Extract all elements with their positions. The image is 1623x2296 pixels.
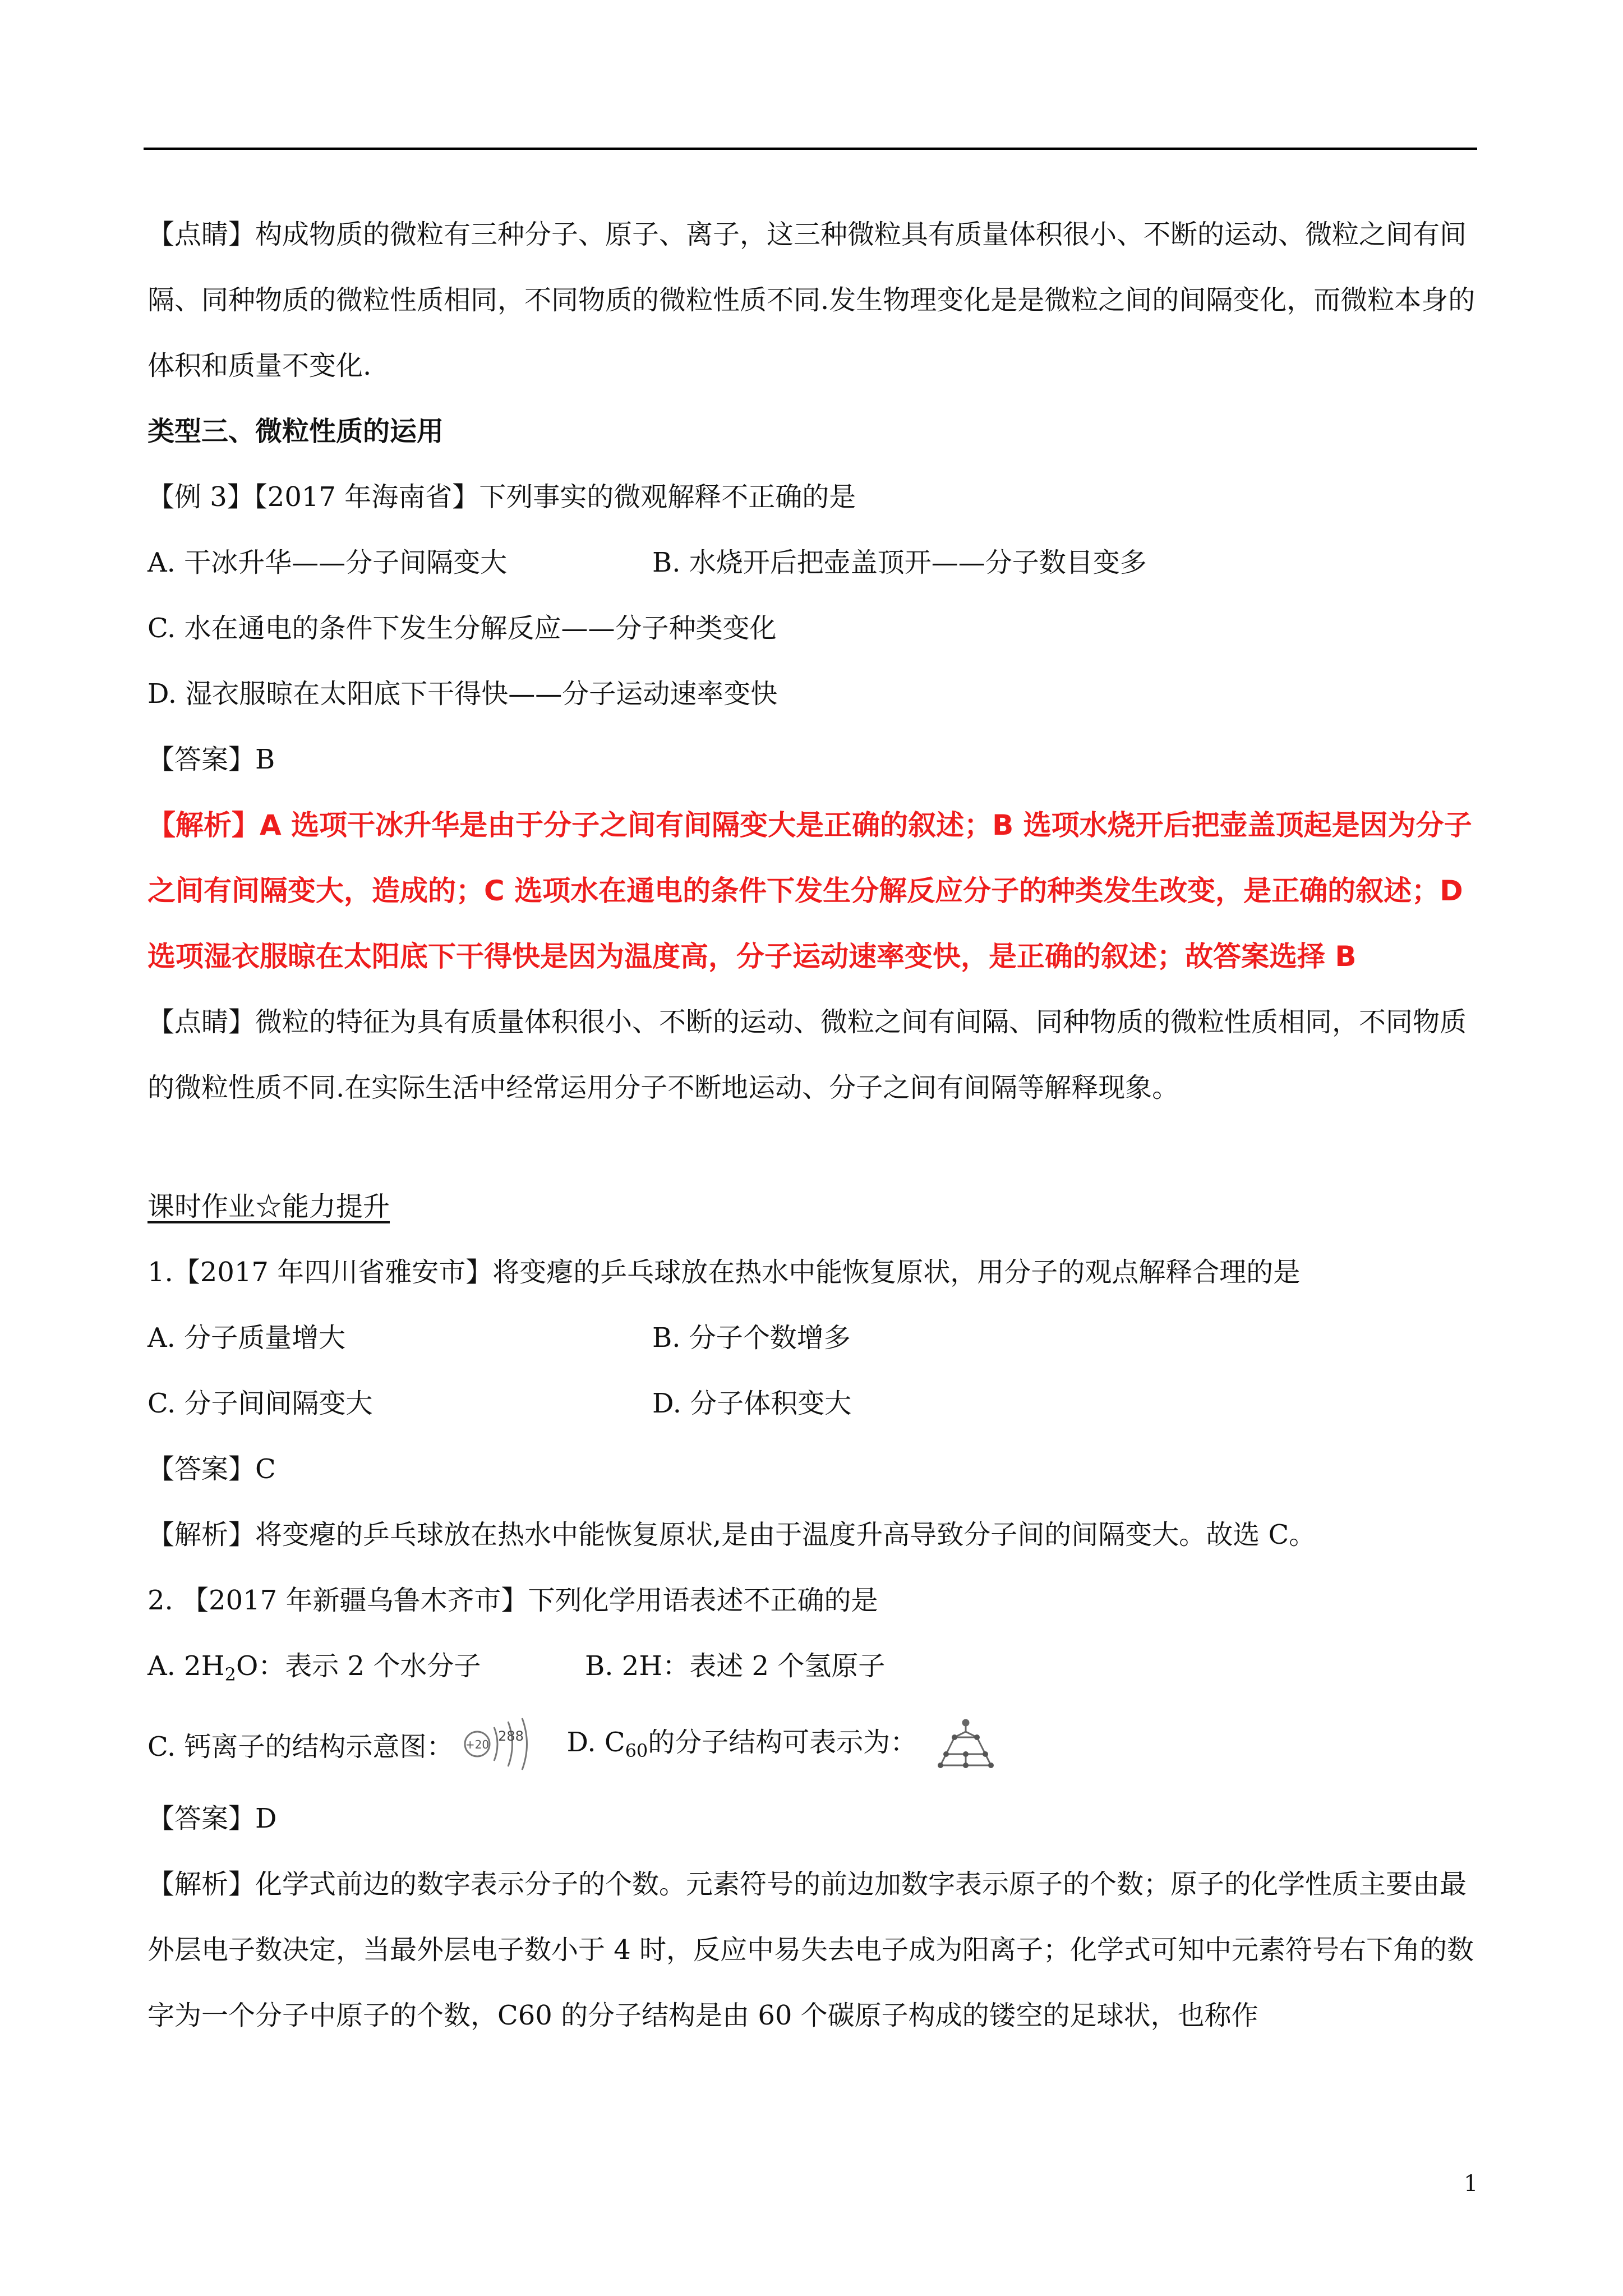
c60-structure-figure	[924, 1715, 1008, 1779]
q1-options-ab	[147, 1305, 1479, 1371]
electron-shells-label: 288	[497, 1728, 524, 1744]
q2-option-a: A. $2H_2O$：表示 2 个水分子	[147, 1650, 481, 1685]
q2-options-ab	[147, 1634, 1479, 1708]
q2-option-b: B. 2H：表述 2 个氢原子	[585, 1650, 886, 1682]
q1-option-d: D. 分子体积变大	[652, 1388, 852, 1419]
c60-molecule-icon	[924, 1715, 1008, 1777]
q2-options-cd	[147, 1708, 1479, 1786]
q2-option-c: C. 钙离子的结构示意图：	[147, 1731, 454, 1763]
homework-title: 课时作业☆能力提升	[147, 1191, 390, 1222]
example3-dianjing: 【点睛】微粒的特征为具有质量体积很小、不断的运动、微粒之间有间隔、同种物质的微粒性质相同，不同物质的微粒性质不同.在实际生活中经常运用分子不断地运动、分子之间有间隔等解释现象。	[147, 1006, 1467, 1103]
header-rule	[144, 148, 1477, 150]
calcium-ion-structure-figure	[460, 1715, 545, 1779]
example3-option-a: A. 干冰升华——分子间隔变大	[147, 547, 508, 578]
q1-stem: 1.【2017 年四川省雅安市】将变瘪的乒乓球放在热水中能恢复原状，用分子的观点解释合理的是	[147, 1257, 1301, 1288]
example3-option-c: C. 水在通电的条件下发生分解反应——分子种类变化	[147, 613, 777, 644]
document-body	[147, 202, 1479, 2049]
q2-stem: 2. 【2017 年新疆乌鲁木齐市】下列化学用语表述不正确的是	[147, 1585, 878, 1616]
example3-analysis: 【解析】A 选项干冰升华是由于分子之间有间隔变大是正确的叙述；B 选项水烧开后把壶盖顶起是因为分子之间有间隔变大，造成的；C 选项水在通电的条件下发生分解反应分子的种类发生改变，是正确的叙述；D 选项湿衣服晾在太阳底下干得快是因为温度高，分子运动速率变快，是正确的叙述；故答案选择 B	[147, 809, 1472, 973]
dianjing-paragraph-1: 【点睛】构成物质的微粒有三种分子、原子、离子，这三种微粒具有质量体积很小、不断的运动、微粒之间有间隔、同种物质的微粒性质相同，不同物质的微粒性质不同.发生物理变化是是微粒之间的间隔变化，而微粒本身的体积和质量不变化.	[147, 219, 1476, 381]
nucleus-charge-label: +20	[465, 1738, 489, 1751]
q2-analysis: 【解析】化学式前边的数字表示分子的个数。元素符号的前边加数字表示原子的个数；原子的化学性质主要由最外层电子数决定，当最外层电子数小于 4 时，反应中易失去电子成为阳离子；化学式可知中元素符号右下角的数字为一个分子中原子的个数，C60 的分子结构是由 60 个碳原子构成的镂空的足球状，也称作	[147, 1869, 1474, 2031]
calcium-ion-diagram	[460, 1715, 545, 1777]
q1-option-b: B. 分子个数增多	[652, 1322, 851, 1354]
section-title-type3: 类型三、微粒性质的运用	[147, 416, 444, 447]
example3-option-b: B. 水烧开后把壶盖顶开——分子数目变多	[652, 547, 1147, 578]
example3-stem: 【例 3】【2017 年海南省】下列事实的微观解释不正确的是	[147, 481, 856, 513]
q1-option-a: A. 分子质量增大	[147, 1322, 346, 1354]
q1-answer: 【答案】C	[147, 1453, 276, 1485]
example3-answer: 【答案】B	[147, 744, 275, 775]
example3-options-ab	[147, 530, 1479, 596]
q1-analysis: 【解析】将变瘪的乒乓球放在热水中能恢复原状,是由于温度升高导致分子间的间隔变大。故选 C。	[147, 1519, 1316, 1550]
example3-option-d: D. 湿衣服晾在太阳底下干得快——分子运动速率变快	[147, 678, 778, 710]
page-number: 1	[1464, 2171, 1478, 2197]
q2-answer: 【答案】D	[147, 1803, 277, 1834]
q1-options-cd	[147, 1371, 1479, 1437]
q1-option-c: C. 分子间间隔变大	[147, 1388, 373, 1419]
q2-option-d: D. $C_{60}$的分子结构可表示为：	[566, 1727, 917, 1761]
